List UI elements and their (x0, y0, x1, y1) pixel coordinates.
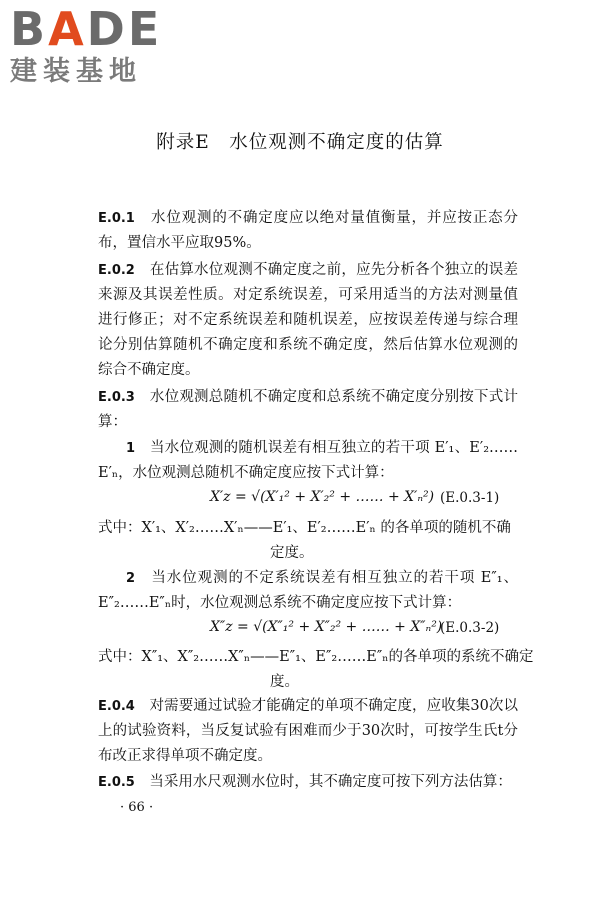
clause-e03-item2: 2 当水位观测的不定系统误差有相互独立的若干项 E″₁、E″₂……E″ₙ时，水位观测总系统不确定度应按下式计算： (98, 570, 519, 611)
equation-number-e031: (E.0.3-1) (440, 490, 500, 506)
clause-e05: E.0.5 当采用水尺观测水位时，其不确定度可按下列方法估算： (98, 774, 512, 790)
equation-number-e032: (E.0.3-2) (440, 620, 500, 636)
bade-logo (10, 4, 162, 88)
where-clause-e031-cont: 定度。 (270, 545, 314, 561)
logo-subtitle: 建装基地 (10, 56, 142, 87)
logo-wordmark: BADE (10, 2, 163, 56)
formula-e031: X′z = √(X′₁² + X′₂² + …… + X′ₙ²) (210, 489, 435, 505)
clause-e04: E.0.4 对需要通过试验才能确定的单项不确定度，应收集30次以上的试验资料，当反复试验有困难而少于30次时，可按学生氏t分布改正求得单项不确定度。 (98, 698, 518, 764)
where-clause-e032-cont: 度。 (270, 674, 299, 690)
clause-e03-item1: 1 当水位观测的随机误差有相互独立的若干项 E′₁、E′₂……E′ₙ，水位观测总随机不确定度应按下式计算： (98, 440, 519, 481)
formula-e032: X″z = √(X″₁² + X″₂² + …… + X″ₙ²) (210, 619, 443, 635)
clause-e03: E.0.3 水位观测总随机不确定度和总系统不确定度分别按下式计算： (98, 389, 519, 430)
where-clause-e032: 式中：X″₁、X″₂……X″ₙ——E″₁、E″₂……E″ₙ的各单项的系统不确定 (98, 649, 534, 665)
clause-e02: E.0.2 在估算水位观测不确定度之前，应先分析各个独立的误差来源及其误差性质。对定系统误差，可采用适当的方法对测量值进行修正；对不定系统误差和随机误差，应按误差传递与综合理论分别估算随机不确定度和系统不确定度，然后估算水位观测的综合不确定度。 (98, 262, 519, 378)
where-clause-e031: 式中：X′₁、X′₂……X′ₙ——E′₁、E′₂……E′ₙ 的各单项的随机不确 (98, 520, 511, 536)
appendix-title: 附录E 水位观测不确定度的估算 (156, 132, 444, 153)
clause-e01: E.0.1 水位观测的不确定度应以绝对量值衡量，并应按正态分布，置信水平应取95%。 (98, 210, 519, 251)
page-number: · 66 · (120, 800, 154, 815)
